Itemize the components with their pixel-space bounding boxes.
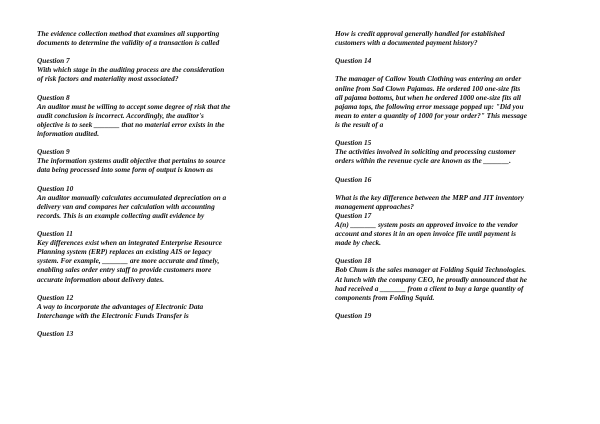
text-line: documents to determine the validity of a transaction is called [37, 38, 220, 48]
paragraph-gap [335, 165, 563, 174]
question-block [335, 256, 563, 301]
question-block [335, 175, 563, 184]
question-block [37, 29, 265, 47]
question-block [37, 56, 265, 83]
text-line: The activities involved in soliciting and processing customer [335, 147, 516, 157]
text-line: management approaches? [335, 201, 414, 211]
question-block [335, 29, 563, 47]
text-line: pajama tops, the following error message popped up: "Did you [335, 101, 524, 111]
text-line: Question 15 [335, 138, 372, 148]
paragraph-gap [335, 247, 563, 256]
paragraph-gap [37, 220, 265, 229]
question-block [37, 229, 265, 284]
text-line: Bob Chum is the sales manager at Folding Squid Technologies. [335, 265, 527, 275]
text-line: delivery van and compares her calculation with accounting [37, 201, 215, 211]
text-line: all pajama bottoms, but when he ordered 1000 one-size fits all [335, 92, 521, 102]
text-line: information audited. [37, 129, 100, 139]
text-line: Question 10 [37, 183, 74, 193]
text-line: is the result of a [335, 119, 384, 129]
paragraph-gap [335, 184, 563, 193]
text-line: customers with a documented payment history? [335, 38, 478, 48]
text-line: audit conclusion is incorrect. Accordingly, the auditor's [37, 110, 204, 120]
text-line: With which stage in the auditing process are the consideration [37, 65, 225, 75]
paragraph-gap [335, 129, 563, 138]
text-line: account and stores it in an open invoice file until payment is [335, 229, 517, 239]
question-block [335, 193, 563, 248]
paragraph-gap [37, 175, 265, 184]
question-block [335, 56, 563, 65]
text-line: The manager of Callow Youth Clothing was entering an order [335, 74, 522, 84]
paragraph-gap [37, 284, 265, 293]
question-block [37, 147, 265, 174]
paragraph-gap [335, 302, 563, 311]
text-line: mean to enter a quantity of 1000 for your order?" This message [335, 110, 527, 120]
paragraph-gap [37, 84, 265, 93]
text-line: enabling sales order entry staff to provide customers more [37, 265, 212, 275]
text-line: Question 19 [335, 310, 372, 320]
text-line: Interchange with the Electronic Funds Transfer is [37, 310, 189, 320]
text-line: How is credit approval generally handled for established [335, 29, 505, 38]
text-line: had received a _______ from a client to buy a large quantity of [335, 283, 524, 293]
question-block [37, 93, 265, 138]
question-block [335, 138, 563, 165]
text-line: Question 18 [335, 256, 372, 266]
text-line: An auditor manually calculates accumulated depreciation on a [37, 192, 227, 202]
text-line: orders within the revenue cycle are known as the _______. [335, 156, 511, 166]
text-line: The evidence collection method that examines all supporting [37, 29, 220, 38]
left-column [37, 29, 265, 338]
text-line: system. For example, _______ are more accurate and timely, [37, 256, 220, 266]
text-line: Question 11 [37, 229, 73, 239]
paragraph-gap [335, 47, 563, 56]
text-line: Question 12 [37, 292, 74, 302]
text-line: data being processed into some form of output is known as [37, 165, 213, 175]
text-line: An auditor must be willing to accept some degree of risk that the [37, 101, 231, 111]
text-line: online from Sad Clown Pajamas. He ordered 100 one-size fits [335, 83, 521, 93]
text-line: Planning system (ERP) replaces an existing AIS or legacy [37, 247, 212, 257]
text-line: objective is to seek _______ that no material error exists in the [37, 119, 225, 129]
text-line: At lunch with the company CEO, he proudly announced that he [335, 274, 527, 284]
text-line: Question 13 [37, 329, 74, 339]
paragraph-gap [37, 320, 265, 329]
paragraph-gap [37, 138, 265, 147]
question-block [335, 311, 563, 320]
text-line: Question 7 [37, 56, 70, 66]
text-line: of risk factors and materiality most associated? [37, 74, 179, 84]
text-line: accurate information about delivery dates. [37, 274, 165, 284]
question-block [335, 74, 563, 129]
text-line: The information systems audit objective that pertains to source [37, 156, 226, 166]
paragraph-gap [335, 65, 563, 74]
text-line: records. This is an example collecting audit evidence by [37, 210, 205, 220]
text-line: Question 8 [37, 92, 70, 102]
text-line: Question 14 [335, 56, 372, 66]
text-line: What is the key difference between the MRP and JIT inventory [335, 192, 524, 202]
text-line: A way to incorporate the advantages of Electronic Data [37, 301, 204, 311]
text-line: Question 17 [335, 210, 372, 220]
text-line: Key differences exist when an integrated Enterprise Resource [37, 238, 222, 248]
question-block [37, 329, 265, 338]
question-block [37, 293, 265, 320]
text-line: Question 9 [37, 147, 70, 157]
text-line: made by check. [335, 238, 381, 248]
text-line: components from Folding Squid. [335, 292, 435, 302]
right-column [335, 29, 563, 320]
paragraph-gap [37, 47, 265, 56]
text-line: Question 16 [335, 174, 372, 184]
question-block [37, 184, 265, 220]
text-line: A(n) _______ system posts an approved invoice to the vendor [335, 219, 519, 229]
